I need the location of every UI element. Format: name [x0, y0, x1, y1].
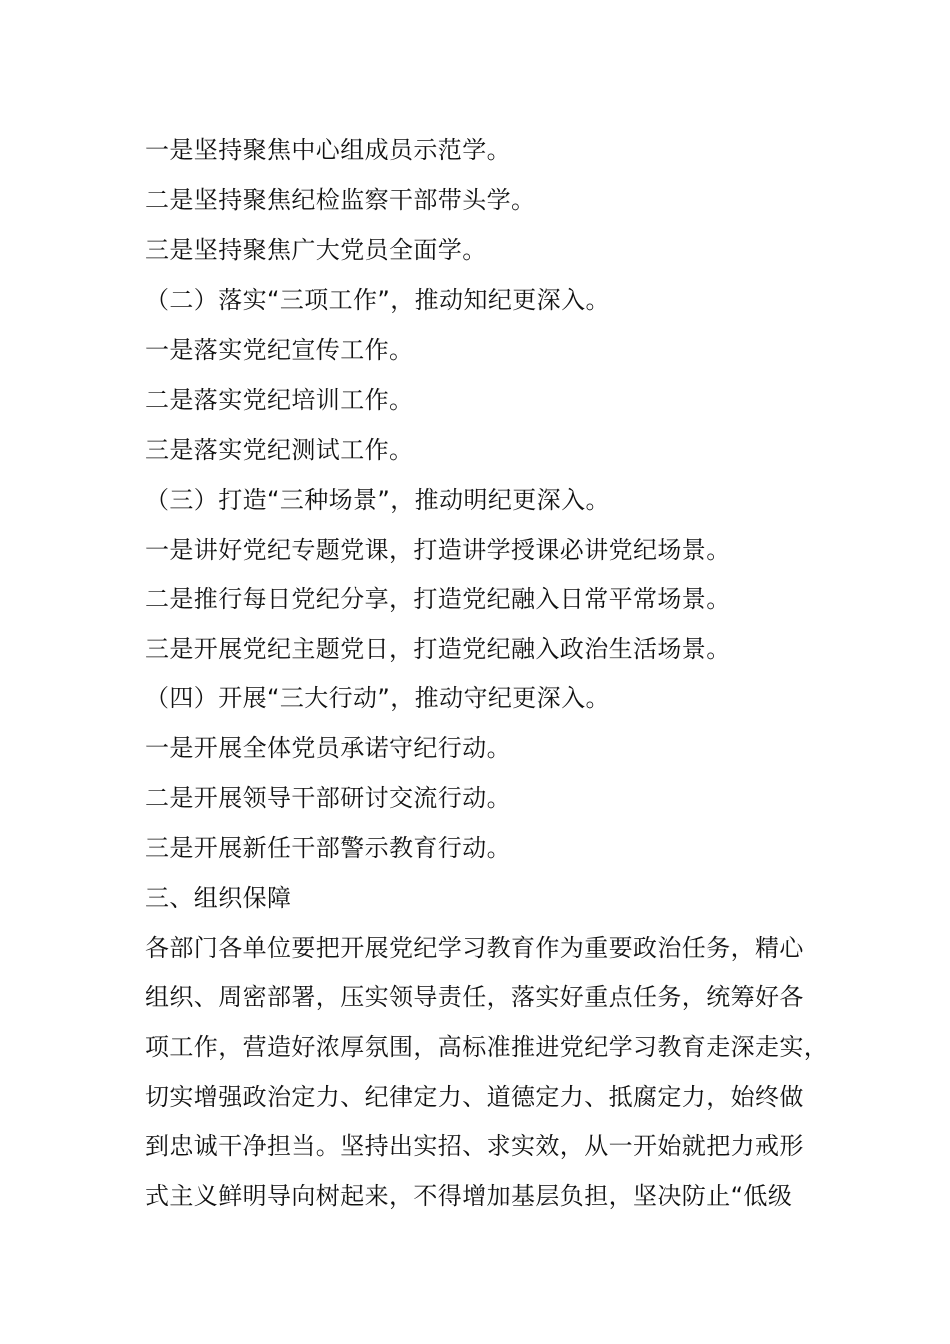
section-heading: （二）落实“三项工作”，推动知纪更深入。 [145, 286, 610, 314]
text-line: 二是坚持聚焦纪检监察干部带头学。 [145, 186, 536, 214]
text-line: 一是坚持聚焦中心组成员示范学。 [145, 136, 511, 164]
paragraph-line: 各部门各单位要把开展党纪学习教育作为重要政治任务，精心 [145, 934, 804, 962]
text-line: 一是开展全体党员承诺守纪行动。 [145, 734, 511, 762]
text-line: 二是落实党纪培训工作。 [145, 386, 414, 414]
text-line: 一是讲好党纪专题党课，打造讲学授课必讲党纪场景。 [145, 536, 731, 564]
paragraph-line: 式主义鲜明导向树起来，不得增加基层负担，坚决防止“低级 [145, 1182, 793, 1210]
text-line: 一是落实党纪宣传工作。 [145, 336, 414, 364]
chapter-heading: 三、组织保障 [145, 884, 292, 912]
text-line: 二是推行每日党纪分享，打造党纪融入日常平常场景。 [145, 585, 731, 613]
section-heading: （三）打造“三种场景”，推动明纪更深入。 [145, 486, 610, 514]
text-line: 三是开展新任干部警示教育行动。 [145, 834, 511, 862]
paragraph-line: 组织、周密部署，压实领导责任，落实好重点任务，统筹好各 [145, 983, 804, 1011]
paragraph-line: 到忠诚干净担当。坚持出实招、求实效，从一开始就把力戒形 [145, 1132, 804, 1160]
paragraph-line: 项工作，营造好浓厚氛围，高标准推进党纪学习教育走深走实， [145, 1033, 829, 1061]
text-line: 三是落实党纪测试工作。 [145, 436, 414, 464]
text-line: 三是开展党纪主题党日，打造党纪融入政治生活场景。 [145, 635, 731, 663]
text-line: 二是开展领导干部研讨交流行动。 [145, 784, 511, 812]
text-line: 三是坚持聚焦广大党员全面学。 [145, 236, 487, 264]
paragraph-line: 切实增强政治定力、纪律定力、道德定力、抵腐定力，始终做 [145, 1083, 804, 1111]
section-heading: （四）开展“三大行动”，推动守纪更深入。 [145, 684, 610, 712]
